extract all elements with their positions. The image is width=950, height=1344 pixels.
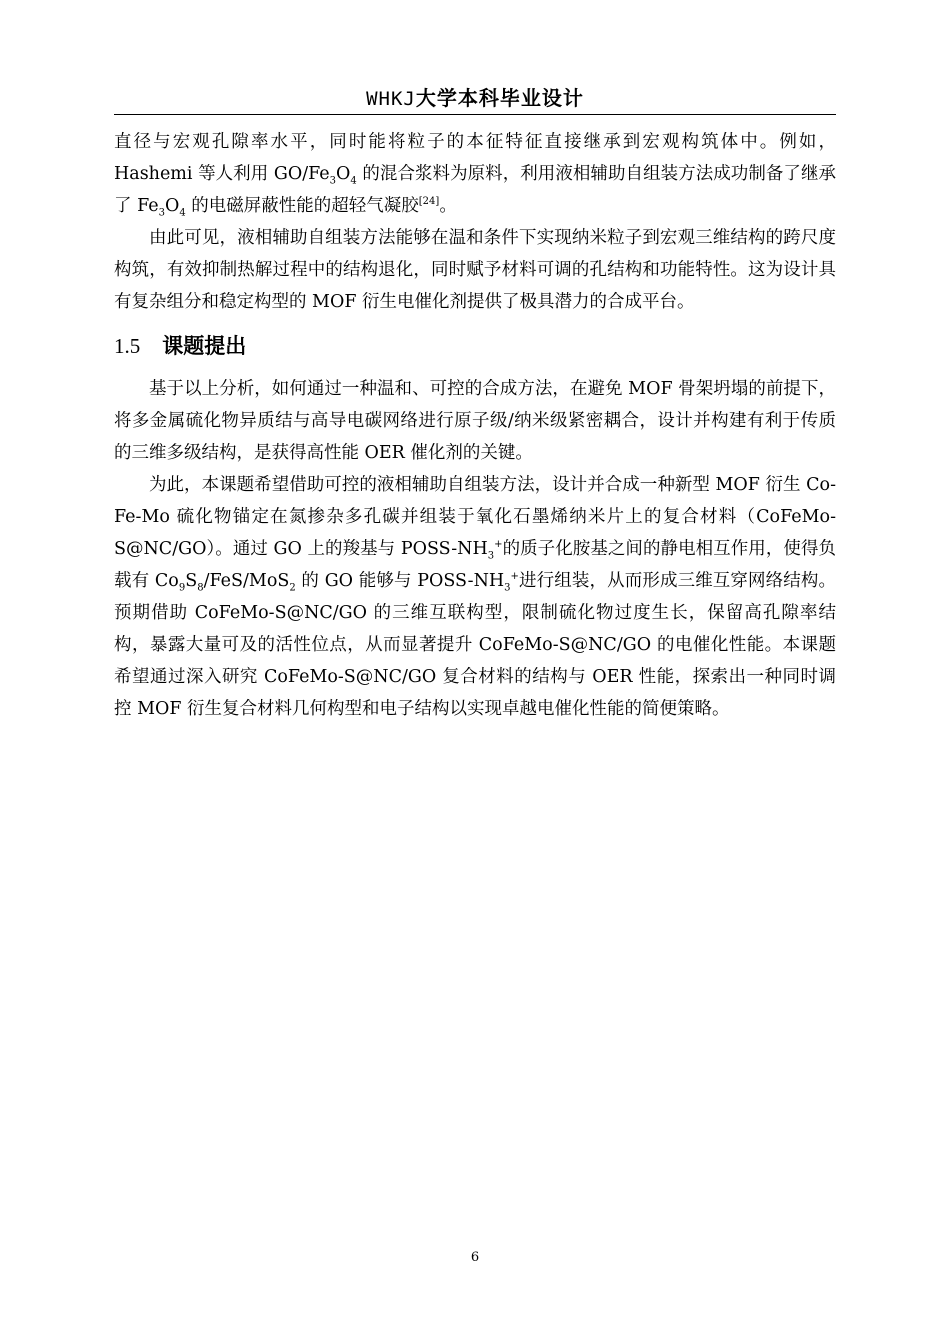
text-run: 进行组装，从而形成三维互穿网络结构。预期借助 CoFeMo-S@NC/GO 的三维互联构型，限制硫化物过度生长，保留高孔隙率结构，暴露大量可及的活性位点，从而显著提升 CoFeMo-S@NC/GO 的电催化性能。本课题希望通过深入研究 CoFeMo-S@NC/GO 复合材料的结构与 OER 性能，探索出一种同时调控 MOF 衍生复合材料几何构型和电子结构以实现卓越电催化性能的简便策略。 <box>114 571 836 719</box>
subscript: 9 <box>178 582 186 594</box>
section-heading <box>114 330 246 360</box>
text-run: O <box>336 164 351 184</box>
header-rule <box>114 114 836 115</box>
text-run: 。 <box>439 196 457 216</box>
header-prefix: WHKJ <box>366 88 416 110</box>
paragraph-proposal <box>114 469 836 725</box>
superscript: + <box>510 571 519 583</box>
text-line: 直径与宏观孔隙率水平，同时能将粒子的本征特征直接继承到宏观构筑体中。例如， <box>114 132 836 152</box>
text-run: 的质子化胺基之间的静电相互作用，使得负载有 Co <box>114 539 836 591</box>
subscript: 4 <box>350 175 357 187</box>
subscript: 3 <box>329 175 337 187</box>
section-1-5-body <box>114 373 836 725</box>
text-run: O <box>164 196 180 216</box>
page-number: 6 <box>470 1250 480 1265</box>
text-run: 的电磁屏蔽性能的超轻气凝胶 <box>185 196 419 216</box>
text-run: Hashemi 等人利用 GO/Fe <box>114 164 330 184</box>
superscript: + <box>494 539 503 551</box>
header-title: 大学本科毕业设计 <box>415 86 584 110</box>
subscript: 2 <box>289 582 296 594</box>
section-title: 课题提出 <box>162 334 247 358</box>
text-run: 的混合浆料为原料，利用液相辅助自组装方法成功制备了 <box>356 164 801 184</box>
paragraph-analysis: 基于以上分析，如何通过一种温和、可控的合成方法，在避免 MOF 骨架坍塌的前提下，将多金属硫化物异质结与高导电碳网络进行原子级/纳米级紧密耦合，设计并构建有利于传质的三维多级结构，是获得高性能 OER 催化剂的关键。 <box>114 379 836 463</box>
subscript: 3 <box>487 550 495 562</box>
text-run: /FeS/MoS <box>203 571 290 591</box>
text-run: 为此，本课题希望借助可控的液相辅助自组装方法，设计并合成一种新型 MOF 衍生 Co-Fe-Mo 硫化物锚定在氮掺杂多孔碳并组装于氧化石墨烯纳米片上的复合材料（CoFeMo-S@NC/GO）。通过 GO 上的羧基与 POSS-NH <box>114 475 836 559</box>
paragraph-continued <box>114 126 836 222</box>
page-header <box>0 82 950 111</box>
subscript: 4 <box>179 207 186 219</box>
text-run: 的 GO 能够与 POSS-NH <box>295 571 505 591</box>
subscript: 3 <box>504 582 511 594</box>
section-1-4-continued <box>114 126 836 318</box>
text-run: 继承了 Fe <box>114 164 837 216</box>
subscript: 3 <box>158 207 165 219</box>
citation-reference: [24] <box>418 196 440 208</box>
section-number: 1.5 <box>114 334 141 358</box>
subscript: 8 <box>197 582 204 594</box>
paragraph-summary: 由此可见，液相辅助自组装方法能够在温和条件下实现纳米粒子到宏观三维结构的跨尺度构筑，有效抑制热解过程中的结构退化，同时赋予材料可调的孔结构和功能特性。这为设计具有复杂组分和稳定构型的 MOF 衍生电催化剂提供了极具潜力的合成平台。 <box>114 228 836 312</box>
text-run: S <box>185 571 198 591</box>
